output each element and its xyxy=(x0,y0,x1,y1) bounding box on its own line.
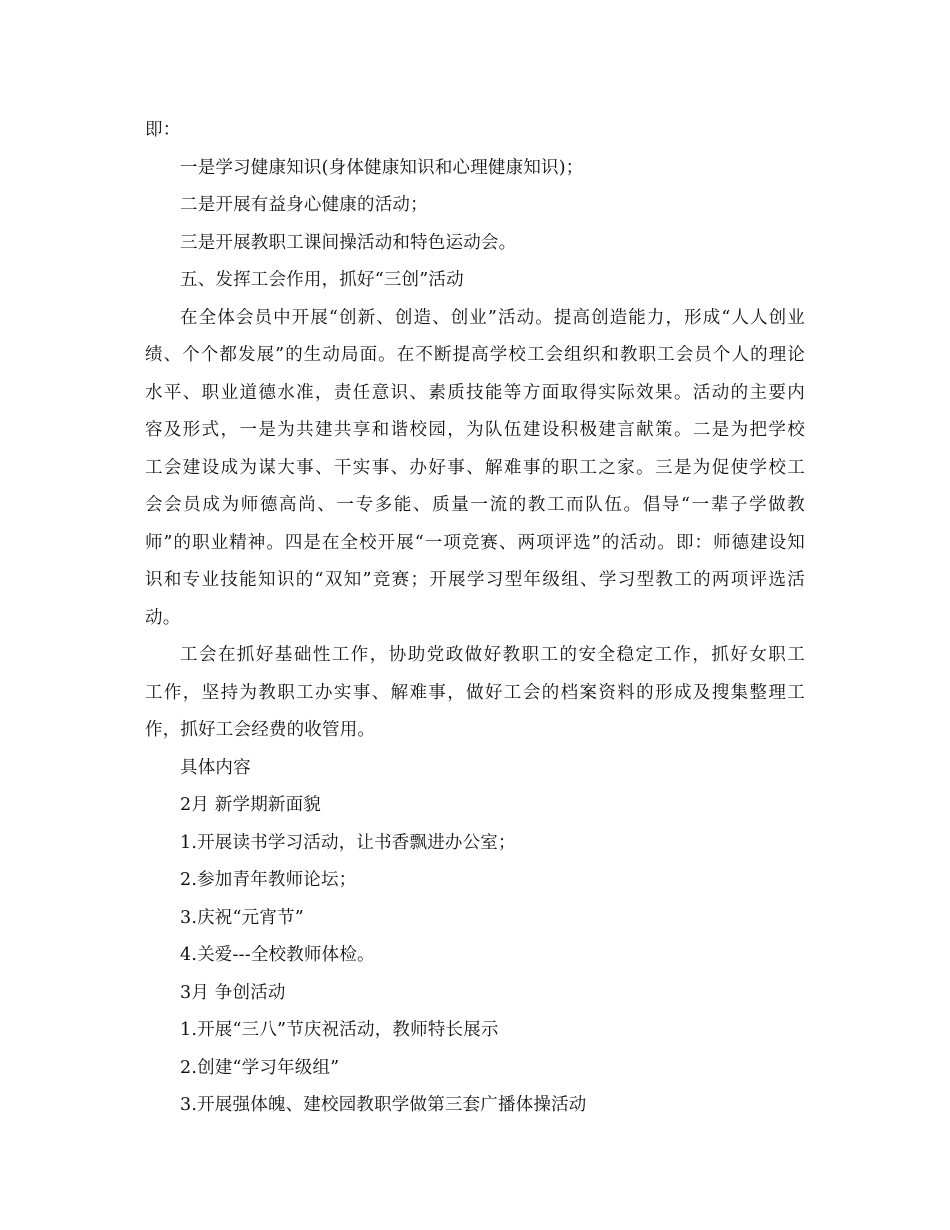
text-line: 4.关爱---全校教师体检。 xyxy=(180,945,375,965)
text-line: 工作，坚持为教职工办实事、解难事，做好工会的档案资料的形成及搜集整理工 xyxy=(145,682,805,703)
text-line: 1.开展“三八”节庆祝活动，教师特长展示 xyxy=(180,1020,499,1040)
text-line: 3.开展强体魄、建校园教职学做第三套广播体操活动 xyxy=(180,1095,587,1115)
text-line: 工会建设成为谋大事、干实事、办好事、解难事的职工之家。三是为促使学校工 xyxy=(145,457,805,478)
text-line: 工会在抓好基础性工作，协助党政做好教职工的安全稳定工作，抓好女职工 xyxy=(180,645,805,665)
text-line: 2.创建“学习年级组” xyxy=(180,1057,340,1078)
text-line: 2.参加青年教师论坛； xyxy=(180,870,357,890)
text-line: 容及形式，一是为共建共享和谐校园，为队伍建设积极建言献策。二是为把学校 xyxy=(145,420,805,440)
text-line: 师”的职业精神。四是在全校开展“一项竞赛、两项评选”的活动。即：师德建设知 xyxy=(145,532,805,553)
text-line: 二是开展有益身心健康的活动； xyxy=(180,195,428,215)
text-line: 三是开展教职工课间操活动和特色运动会。 xyxy=(180,232,517,253)
text-line: 识和专业技能知识的“双知”竞赛；开展学习型年级组、学习型教工的两项评选活 xyxy=(145,570,805,590)
text-line: 一是学习健康知识(身体健康知识和心理健康知识)； xyxy=(180,157,584,178)
document-body xyxy=(145,112,805,1125)
text-line: 绩、个个都发展”的生动局面。在不断提高学校工会组织和教职工会员个人的理论 xyxy=(145,345,805,365)
text-line: 水平、职业道德水准，责任意识、素质技能等方面取得实际效果。活动的主要内 xyxy=(145,382,805,403)
text-line: 会会员成为师德高尚、一专多能、质量一流的教工而队伍。倡导“一辈子学做教 xyxy=(145,495,805,515)
text-line: 2月 新学期新面貌 xyxy=(180,795,321,815)
text-line: 即： xyxy=(145,120,181,140)
text-line: 作，抓好工会经费的收管用。 xyxy=(145,720,376,740)
text-line: 动。 xyxy=(145,607,181,628)
text-line: 在全体会员中开展“创新、创造、创业”活动。提高创造能力，形成“人人创业 xyxy=(180,307,805,328)
text-line: 具体内容 xyxy=(180,757,251,778)
text-line: 3月 争创活动 xyxy=(180,982,286,1003)
text-line: 3.庆祝“元宵节” xyxy=(180,907,304,928)
text-line: 五、发挥工会作用，抓好“三创”活动 xyxy=(180,270,464,290)
text-line: 1.开展读书学习活动，让书香飘进办公室； xyxy=(180,832,516,853)
